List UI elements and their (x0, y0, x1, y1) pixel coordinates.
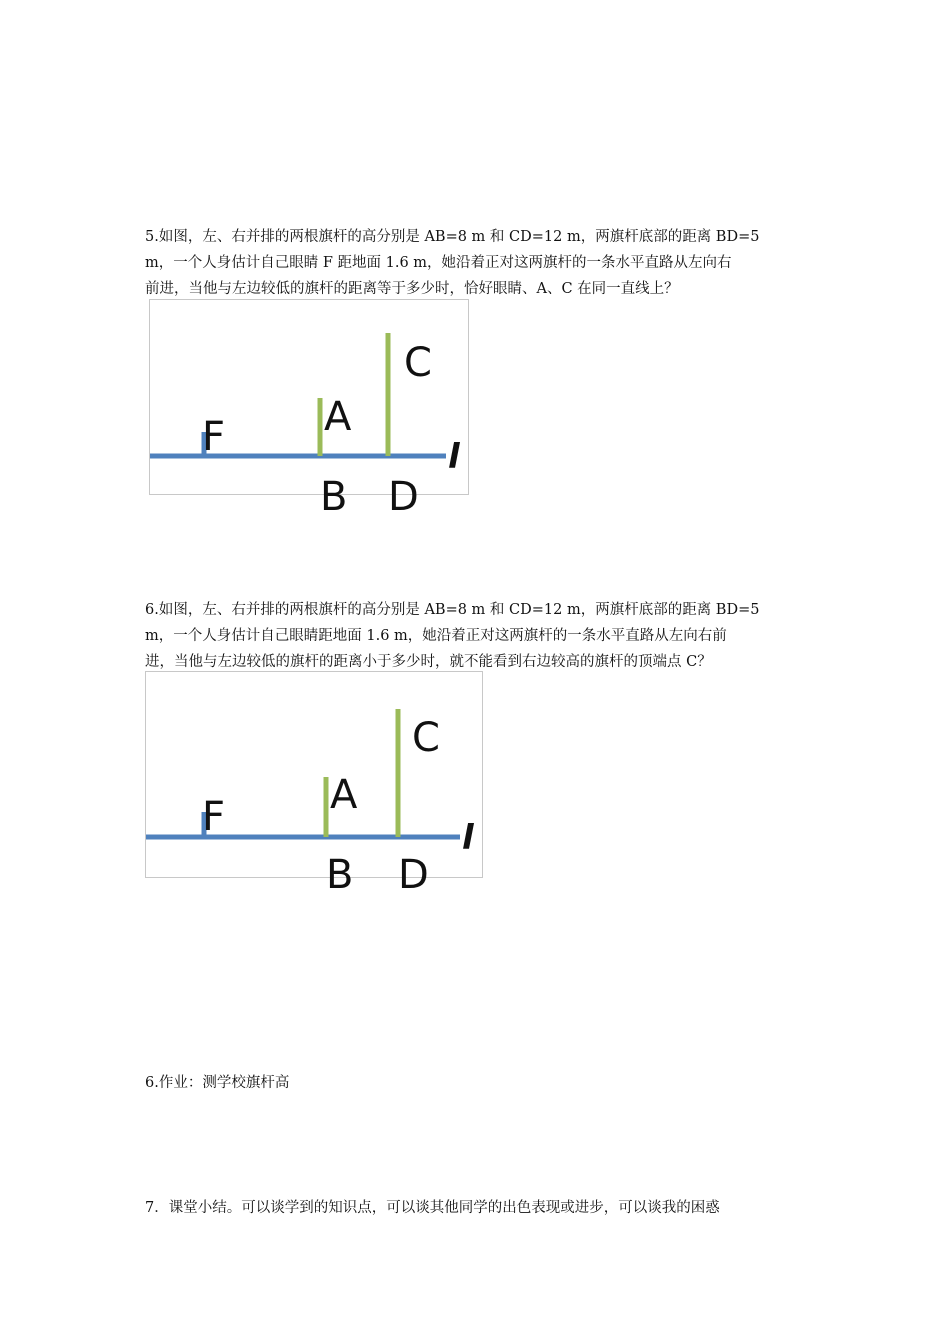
label-a: A (324, 394, 352, 440)
problem-5-text (145, 224, 810, 302)
problem-5-diagram (150, 300, 468, 520)
problem-6-text (145, 597, 810, 675)
problem-5-line-1: 5.如图，左、右并排的两根旗杆的高分别是 AB=8 m 和 CD=12 m，两旗杆底部的距离 BD=5 (145, 229, 760, 245)
summary-line: 7．课堂小结。可以谈学到的知识点，可以谈其他同学的出色表现或进步，可以谈我的困惑 (145, 1200, 720, 1216)
label-f: F (202, 794, 226, 840)
problem-5-line-3: 前进，当他与左边较低的旗杆的距离等于多少时，恰好眼睛、A、C 在同一直线上？ (145, 281, 679, 297)
summary-text (145, 1195, 810, 1221)
label-b: B (320, 474, 348, 520)
homework-line: 6.作业：测学校旗杆高 (145, 1075, 290, 1091)
problem-6-line-2: m，一个人身估计自己眼睛距地面 1.6 m，她沿着正对这两旗杆的一条水平直路从左向右前 (145, 628, 727, 644)
problem-5-line-2: m，一个人身估计自己眼睛 F 距地面 1.6 m，她沿着正对这两旗杆的一条水平直路从左向右 (145, 255, 732, 271)
label-l: l (448, 437, 460, 477)
label-c: C (412, 715, 440, 761)
homework-text (145, 1070, 810, 1096)
problem-6-figure (145, 671, 483, 898)
label-f: F (202, 414, 226, 460)
label-c: C (404, 340, 432, 386)
label-d: D (388, 474, 419, 520)
label-d: D (398, 852, 429, 898)
problem-6-line-1: 6.如图，左、右并排的两根旗杆的高分别是 AB=8 m 和 CD=12 m，两旗杆底部的距离 BD=5 (145, 602, 760, 618)
problem-5-figure (149, 299, 469, 520)
label-a: A (330, 772, 358, 818)
label-l: l (462, 818, 474, 858)
problem-6-diagram (146, 672, 482, 898)
problem-6-line-3: 进，当他与左边较低的旗杆的距离小于多少时，就不能看到右边较高的旗杆的顶端点 C？ (145, 654, 712, 670)
label-b: B (326, 852, 354, 898)
